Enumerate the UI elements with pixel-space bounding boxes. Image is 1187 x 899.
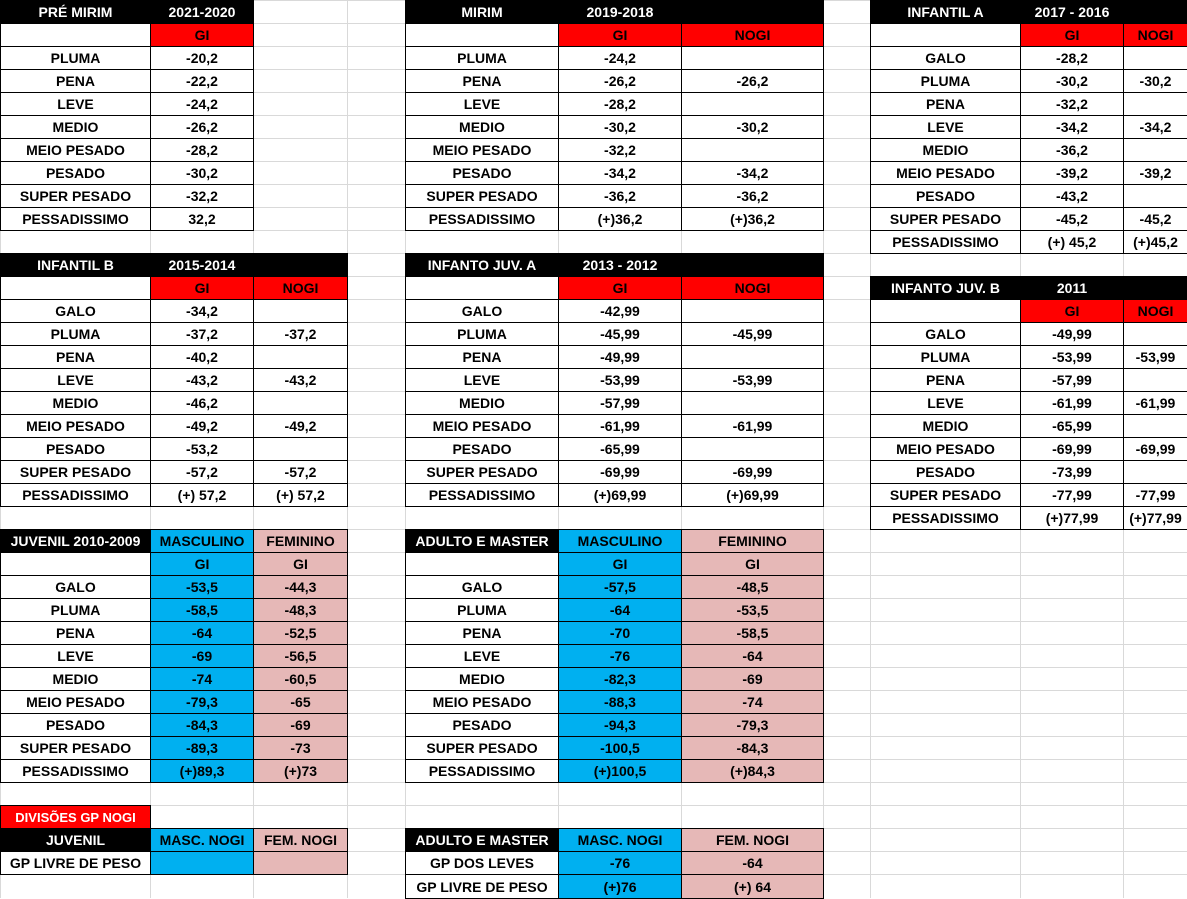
gi-weight[interactable]: (+) 45,2 (1020, 230, 1124, 254)
division-title[interactable]: INFANTIL A (870, 0, 1021, 24)
weight-class-label[interactable]: LEVE (870, 391, 1021, 415)
weight-class-label[interactable]: LEVE (0, 92, 151, 116)
division-years[interactable]: 2015-2014 (150, 253, 254, 277)
header-blank[interactable] (253, 253, 348, 277)
nogi-weight[interactable]: -61,99 (1123, 391, 1187, 415)
fem-weight[interactable]: -64 (681, 644, 824, 668)
nogi-header[interactable]: NOGI (1123, 23, 1187, 47)
division-title[interactable]: INFANTO JUV. A (405, 253, 559, 277)
weight-class-label[interactable]: MEDIO (870, 138, 1021, 162)
fem-weight[interactable]: -44,3 (253, 575, 348, 599)
weight-class-label[interactable]: MEDIO (0, 667, 151, 691)
fem-weight[interactable]: -74 (681, 690, 824, 714)
gi-weight[interactable]: -69,99 (1020, 437, 1124, 461)
division-title[interactable]: MIRIM (405, 0, 559, 24)
weight-class-label[interactable]: MEIO PESADO (870, 161, 1021, 185)
nogi-weight[interactable] (681, 345, 824, 369)
gi-weight[interactable]: -45,99 (558, 322, 682, 346)
masc-weight[interactable]: -74 (150, 667, 254, 691)
weight-class-label[interactable]: MEDIO (0, 391, 151, 415)
weight-class-label[interactable]: PESSADISSIMO (0, 483, 151, 507)
gi-weight[interactable]: -43,2 (1020, 184, 1124, 208)
header-blank[interactable] (1123, 276, 1187, 300)
gi-weight[interactable]: -24,2 (558, 46, 682, 70)
weight-class-label[interactable]: GALO (405, 299, 559, 323)
weight-class-label[interactable]: PENA (0, 345, 151, 369)
masc-weight[interactable]: -88,3 (558, 690, 682, 714)
gp-fem-value[interactable]: (+) 64 (681, 874, 824, 899)
gi-weight[interactable]: -34,2 (558, 161, 682, 185)
weight-class-label[interactable]: MEIO PESADO (0, 414, 151, 438)
gp-fem-value[interactable]: -64 (681, 851, 824, 875)
weight-class-label[interactable]: PENA (0, 621, 151, 645)
division-years[interactable]: 2013 - 2012 (558, 253, 682, 277)
division-title[interactable]: INFANTO JUV. B (870, 276, 1021, 300)
nogi-weight[interactable]: (+)45,2 (1123, 230, 1187, 254)
gp-masc-value[interactable] (150, 851, 254, 875)
weight-class-label[interactable]: MEIO PESADO (0, 138, 151, 162)
weight-class-label[interactable]: PESSADISSIMO (405, 759, 559, 783)
gi-weight[interactable]: -65,99 (1020, 414, 1124, 438)
gi-header[interactable]: GI (150, 276, 254, 300)
fem-weight[interactable]: -60,5 (253, 667, 348, 691)
fem-weight[interactable]: -48,5 (681, 575, 824, 599)
nogi-weight[interactable] (681, 299, 824, 323)
gi-weight[interactable]: -22,2 (150, 69, 254, 93)
nogi-weight[interactable]: -45,99 (681, 322, 824, 346)
header-blank[interactable] (870, 299, 1021, 323)
nogi-weight[interactable]: -36,2 (681, 184, 824, 208)
masc-weight[interactable]: -53,5 (150, 575, 254, 599)
masc-weight[interactable]: -57,5 (558, 575, 682, 599)
nogi-weight[interactable]: -77,99 (1123, 483, 1187, 507)
weight-class-label[interactable]: PESADO (870, 184, 1021, 208)
weight-class-label[interactable]: LEVE (405, 644, 559, 668)
gp-category-label[interactable]: GP LIVRE DE PESO (0, 851, 151, 875)
gi-weight[interactable]: -73,99 (1020, 460, 1124, 484)
gi-weight[interactable]: -28,2 (150, 138, 254, 162)
weight-class-label[interactable]: MEIO PESADO (405, 138, 559, 162)
nogi-weight[interactable] (1123, 92, 1187, 116)
masc-weight[interactable]: -84,3 (150, 713, 254, 737)
nogi-weight[interactable]: -69,99 (681, 460, 824, 484)
gi-weight[interactable]: -26,2 (558, 69, 682, 93)
nogi-weight[interactable] (253, 345, 348, 369)
weight-class-label[interactable]: PESADO (405, 437, 559, 461)
weight-class-label[interactable]: MEIO PESADO (0, 690, 151, 714)
nogi-header[interactable]: NOGI (253, 276, 348, 300)
fem-weight[interactable]: -56,5 (253, 644, 348, 668)
nogi-weight[interactable] (1123, 184, 1187, 208)
gi-weight[interactable]: -34,2 (150, 299, 254, 323)
masc-weight[interactable]: (+)89,3 (150, 759, 254, 783)
weight-class-label[interactable]: SUPER PESADO (870, 483, 1021, 507)
gp-category-label[interactable]: GP LIVRE DE PESO (405, 874, 559, 899)
weight-class-label[interactable]: MEDIO (405, 115, 559, 139)
gi-weight[interactable]: -61,99 (558, 414, 682, 438)
masc-weight[interactable]: -64 (150, 621, 254, 645)
weight-class-label[interactable]: PENA (870, 92, 1021, 116)
gp-masc-header[interactable]: MASC. NOGI (558, 828, 682, 852)
gp-nogi-label[interactable]: DIVISÕES GP NOGI (0, 805, 151, 829)
gi-header[interactable]: GI (150, 23, 254, 47)
division-years[interactable]: 2011 (1020, 276, 1124, 300)
fem-weight[interactable]: (+)84,3 (681, 759, 824, 783)
weight-class-label[interactable]: LEVE (0, 368, 151, 392)
feminino-header[interactable]: FEMININO (681, 529, 824, 553)
nogi-weight[interactable] (681, 437, 824, 461)
division-years[interactable]: 2017 - 2016 (1020, 0, 1124, 24)
weight-class-label[interactable]: GALO (405, 575, 559, 599)
division-title[interactable]: INFANTIL B (0, 253, 151, 277)
masc-weight[interactable]: -82,3 (558, 667, 682, 691)
weight-class-label[interactable]: MEIO PESADO (870, 437, 1021, 461)
gi-masc-header[interactable]: GI (150, 552, 254, 576)
nogi-weight[interactable] (681, 138, 824, 162)
division-years[interactable]: 2021-2020 (150, 0, 254, 24)
gp-category-label[interactable]: GP DOS LEVES (405, 851, 559, 875)
masc-weight[interactable]: -100,5 (558, 736, 682, 760)
nogi-weight[interactable]: -53,99 (1123, 345, 1187, 369)
nogi-weight[interactable]: (+) 57,2 (253, 483, 348, 507)
weight-class-label[interactable]: MEIO PESADO (405, 414, 559, 438)
header-blank[interactable] (870, 23, 1021, 47)
weight-class-label[interactable]: SUPER PESADO (0, 184, 151, 208)
gi-header[interactable]: GI (558, 276, 682, 300)
fem-weight[interactable]: -69 (253, 713, 348, 737)
gi-weight[interactable]: -28,2 (1020, 46, 1124, 70)
nogi-weight[interactable] (253, 299, 348, 323)
header-blank[interactable] (0, 552, 151, 576)
weight-class-label[interactable]: PLUMA (405, 322, 559, 346)
header-blank[interactable] (0, 276, 151, 300)
weight-class-label[interactable]: PESADO (0, 713, 151, 737)
nogi-weight[interactable] (1123, 368, 1187, 392)
gi-weight[interactable]: -46,2 (150, 391, 254, 415)
weight-class-label[interactable]: PLUMA (0, 598, 151, 622)
weight-class-label[interactable]: PENA (405, 345, 559, 369)
gp-title[interactable]: JUVENIL (0, 828, 151, 852)
gi-weight[interactable]: -69,99 (558, 460, 682, 484)
gi-weight[interactable]: -30,2 (558, 115, 682, 139)
weight-class-label[interactable]: PENA (405, 621, 559, 645)
masc-weight[interactable]: (+)100,5 (558, 759, 682, 783)
gi-weight[interactable]: -53,2 (150, 437, 254, 461)
masc-weight[interactable]: -76 (558, 644, 682, 668)
gi-weight[interactable]: (+)77,99 (1020, 506, 1124, 530)
fem-weight[interactable]: -53,5 (681, 598, 824, 622)
gi-weight[interactable]: -45,2 (1020, 207, 1124, 231)
gi-weight[interactable]: (+)69,99 (558, 483, 682, 507)
nogi-weight[interactable]: -26,2 (681, 69, 824, 93)
masc-weight[interactable]: -79,3 (150, 690, 254, 714)
weight-class-label[interactable]: MEDIO (405, 391, 559, 415)
nogi-weight[interactable]: (+)36,2 (681, 207, 824, 231)
masculino-header[interactable]: MASCULINO (558, 529, 682, 553)
fem-weight[interactable]: -58,5 (681, 621, 824, 645)
gi-weight[interactable]: -34,2 (1020, 115, 1124, 139)
weight-class-label[interactable]: MEDIO (0, 115, 151, 139)
nogi-weight[interactable]: -30,2 (1123, 69, 1187, 93)
gp-masc-value[interactable]: (+)76 (558, 874, 682, 899)
gi-weight[interactable]: -26,2 (150, 115, 254, 139)
header-blank[interactable] (0, 23, 151, 47)
division-title[interactable]: JUVENIL 2010-2009 (0, 529, 151, 553)
weight-class-label[interactable]: SUPER PESADO (405, 184, 559, 208)
nogi-weight[interactable] (253, 391, 348, 415)
masc-weight[interactable]: -70 (558, 621, 682, 645)
gi-weight[interactable]: -57,99 (1020, 368, 1124, 392)
masc-weight[interactable]: -64 (558, 598, 682, 622)
nogi-weight[interactable]: -57,2 (253, 460, 348, 484)
gi-weight[interactable]: -57,2 (150, 460, 254, 484)
gp-masc-value[interactable]: -76 (558, 851, 682, 875)
nogi-header[interactable]: NOGI (681, 23, 824, 47)
weight-class-label[interactable]: PENA (405, 69, 559, 93)
weight-class-label[interactable]: PLUMA (0, 322, 151, 346)
weight-class-label[interactable]: GALO (870, 322, 1021, 346)
gi-weight[interactable]: -37,2 (150, 322, 254, 346)
fem-weight[interactable]: -69 (681, 667, 824, 691)
nogi-weight[interactable]: -69,99 (1123, 437, 1187, 461)
nogi-weight[interactable] (1123, 138, 1187, 162)
nogi-header[interactable]: NOGI (1123, 299, 1187, 323)
header-blank[interactable] (405, 276, 559, 300)
weight-class-label[interactable]: PENA (0, 69, 151, 93)
gp-fem-header[interactable]: FEM. NOGI (681, 828, 824, 852)
gi-weight[interactable]: (+) 57,2 (150, 483, 254, 507)
fem-weight[interactable]: -73 (253, 736, 348, 760)
gi-masc-header[interactable]: GI (558, 552, 682, 576)
gi-weight[interactable]: -28,2 (558, 92, 682, 116)
header-blank[interactable] (405, 552, 559, 576)
gi-weight[interactable]: -49,99 (1020, 322, 1124, 346)
weight-class-label[interactable]: PLUMA (870, 345, 1021, 369)
weight-class-label[interactable]: LEVE (0, 644, 151, 668)
weight-class-label[interactable]: PLUMA (405, 598, 559, 622)
nogi-weight[interactable]: -30,2 (681, 115, 824, 139)
weight-class-label[interactable]: PENA (870, 368, 1021, 392)
gp-fem-header[interactable]: FEM. NOGI (253, 828, 348, 852)
header-blank[interactable] (1123, 0, 1187, 24)
weight-class-label[interactable]: PESSADISSIMO (870, 230, 1021, 254)
nogi-weight[interactable]: -53,99 (681, 368, 824, 392)
nogi-weight[interactable] (253, 437, 348, 461)
fem-weight[interactable]: -52,5 (253, 621, 348, 645)
nogi-weight[interactable]: -34,2 (1123, 115, 1187, 139)
gi-weight[interactable]: -42,99 (558, 299, 682, 323)
weight-class-label[interactable]: PESADO (405, 161, 559, 185)
header-blank[interactable] (405, 23, 559, 47)
gi-weight[interactable]: -30,2 (1020, 69, 1124, 93)
gi-weight[interactable]: -39,2 (1020, 161, 1124, 185)
gi-weight[interactable]: -40,2 (150, 345, 254, 369)
nogi-weight[interactable] (681, 92, 824, 116)
fem-weight[interactable]: -48,3 (253, 598, 348, 622)
gp-title[interactable]: ADULTO E MASTER (405, 828, 559, 852)
gi-weight[interactable]: (+)36,2 (558, 207, 682, 231)
feminino-header[interactable]: FEMININO (253, 529, 348, 553)
division-title[interactable]: ADULTO E MASTER (405, 529, 559, 553)
gi-fem-header[interactable]: GI (681, 552, 824, 576)
nogi-weight[interactable] (1123, 46, 1187, 70)
nogi-weight[interactable]: -61,99 (681, 414, 824, 438)
gi-weight[interactable]: -53,99 (1020, 345, 1124, 369)
fem-weight[interactable]: (+)73 (253, 759, 348, 783)
gi-header[interactable]: GI (1020, 299, 1124, 323)
gi-weight[interactable]: -57,99 (558, 391, 682, 415)
nogi-weight[interactable]: -43,2 (253, 368, 348, 392)
division-years[interactable]: 2019-2018 (558, 0, 682, 24)
gi-weight[interactable]: -30,2 (150, 161, 254, 185)
gp-fem-value[interactable] (253, 851, 348, 875)
gi-weight[interactable]: -32,2 (558, 138, 682, 162)
weight-class-label[interactable]: PLUMA (870, 69, 1021, 93)
gi-weight[interactable]: -43,2 (150, 368, 254, 392)
gi-weight[interactable]: -24,2 (150, 92, 254, 116)
weight-class-label[interactable]: PESSADISSIMO (0, 207, 151, 231)
nogi-weight[interactable]: -45,2 (1123, 207, 1187, 231)
masc-weight[interactable]: -94,3 (558, 713, 682, 737)
weight-class-label[interactable]: SUPER PESADO (405, 736, 559, 760)
weight-class-label[interactable]: GALO (870, 46, 1021, 70)
masc-weight[interactable]: -58,5 (150, 598, 254, 622)
fem-weight[interactable]: -65 (253, 690, 348, 714)
nogi-weight[interactable]: -39,2 (1123, 161, 1187, 185)
gi-weight[interactable]: 32,2 (150, 207, 254, 231)
weight-class-label[interactable]: PESSADISSIMO (405, 483, 559, 507)
nogi-weight[interactable]: (+)77,99 (1123, 506, 1187, 530)
gi-weight[interactable]: -36,2 (558, 184, 682, 208)
header-blank[interactable] (681, 253, 824, 277)
nogi-weight[interactable] (1123, 460, 1187, 484)
weight-class-label[interactable]: SUPER PESADO (870, 207, 1021, 231)
gp-masc-header[interactable]: MASC. NOGI (150, 828, 254, 852)
nogi-weight[interactable]: (+)69,99 (681, 483, 824, 507)
weight-class-label[interactable]: MEDIO (405, 667, 559, 691)
gi-weight[interactable]: -32,2 (150, 184, 254, 208)
gi-fem-header[interactable]: GI (253, 552, 348, 576)
weight-class-label[interactable]: PESSADISSIMO (0, 759, 151, 783)
masc-weight[interactable]: -69 (150, 644, 254, 668)
nogi-weight[interactable] (681, 391, 824, 415)
gi-weight[interactable]: -61,99 (1020, 391, 1124, 415)
weight-class-label[interactable]: PESADO (0, 437, 151, 461)
gi-weight[interactable]: -36,2 (1020, 138, 1124, 162)
nogi-header[interactable]: NOGI (681, 276, 824, 300)
weight-class-label[interactable]: SUPER PESADO (405, 460, 559, 484)
weight-class-label[interactable]: LEVE (405, 368, 559, 392)
gi-weight[interactable]: -32,2 (1020, 92, 1124, 116)
weight-class-label[interactable]: PLUMA (405, 46, 559, 70)
weight-class-label[interactable]: PLUMA (0, 46, 151, 70)
nogi-weight[interactable] (681, 46, 824, 70)
weight-class-label[interactable]: LEVE (870, 115, 1021, 139)
gi-weight[interactable]: -77,99 (1020, 483, 1124, 507)
nogi-weight[interactable]: -37,2 (253, 322, 348, 346)
fem-weight[interactable]: -84,3 (681, 736, 824, 760)
nogi-weight[interactable]: -49,2 (253, 414, 348, 438)
nogi-weight[interactable] (1123, 322, 1187, 346)
weight-class-label[interactable]: SUPER PESADO (0, 460, 151, 484)
division-title[interactable]: PRÉ MIRIM (0, 0, 151, 24)
weight-class-label[interactable]: PESSADISSIMO (870, 506, 1021, 530)
fem-weight[interactable]: -79,3 (681, 713, 824, 737)
gi-weight[interactable]: -20,2 (150, 46, 254, 70)
gi-header[interactable]: GI (558, 23, 682, 47)
weight-class-label[interactable]: PESADO (870, 460, 1021, 484)
gi-weight[interactable]: -65,99 (558, 437, 682, 461)
nogi-weight[interactable] (1123, 414, 1187, 438)
weight-class-label[interactable]: MEDIO (870, 414, 1021, 438)
weight-class-label[interactable]: PESADO (405, 713, 559, 737)
weight-class-label[interactable]: SUPER PESADO (0, 736, 151, 760)
weight-class-label[interactable]: MEIO PESADO (405, 690, 559, 714)
weight-class-label[interactable]: LEVE (405, 92, 559, 116)
nogi-weight[interactable]: -34,2 (681, 161, 824, 185)
weight-class-label[interactable]: PESADO (0, 161, 151, 185)
header-blank[interactable] (681, 0, 824, 24)
weight-class-label[interactable]: GALO (0, 299, 151, 323)
gi-weight[interactable]: -53,99 (558, 368, 682, 392)
weight-class-label[interactable]: GALO (0, 575, 151, 599)
masculino-header[interactable]: MASCULINO (150, 529, 254, 553)
masc-weight[interactable]: -89,3 (150, 736, 254, 760)
gi-weight[interactable]: -49,2 (150, 414, 254, 438)
weight-class-label[interactable]: PESSADISSIMO (405, 207, 559, 231)
gi-weight[interactable]: -49,99 (558, 345, 682, 369)
gi-header[interactable]: GI (1020, 23, 1124, 47)
